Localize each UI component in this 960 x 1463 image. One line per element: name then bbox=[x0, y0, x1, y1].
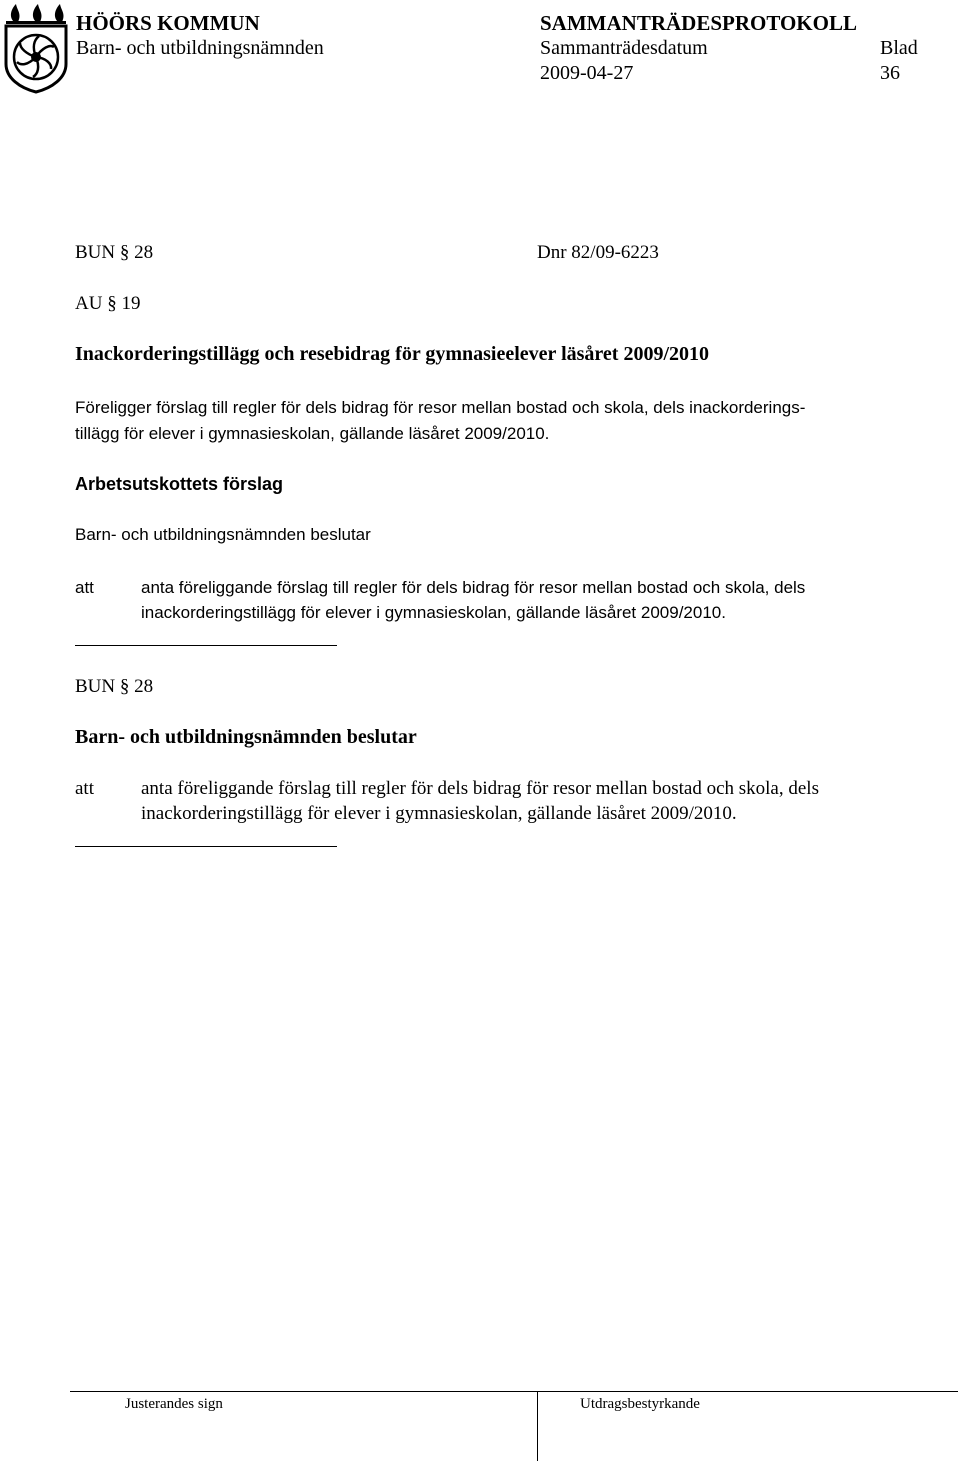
decision-section: BUN § 28 bbox=[75, 676, 154, 697]
document-type: SAMMANTRÄDESPROTOKOLL bbox=[540, 11, 857, 35]
page-label: Blad bbox=[880, 37, 918, 59]
page-number: 36 bbox=[880, 62, 900, 84]
au-section: AU § 19 bbox=[75, 293, 141, 314]
municipality-name: HÖÖRS KOMMUN bbox=[76, 11, 260, 35]
proposal-line-1: anta föreliggande förslag till regler för dels bidrag för resor mellan bostad och skola, dels bbox=[141, 578, 806, 597]
decision-line-2: inackorderingstillägg för elever i gymnasieskolan, gällande läsåret 2009/2010. bbox=[141, 803, 737, 824]
case-dnr: Dnr 82/09-6223 bbox=[537, 242, 659, 263]
decision-att: att bbox=[75, 778, 94, 799]
proposal-decides: Barn- och utbildningsnämnden beslutar bbox=[75, 525, 371, 544]
footer-rule bbox=[70, 1391, 958, 1392]
meeting-date-label: Sammanträdesdatum bbox=[540, 37, 708, 59]
municipality-logo bbox=[2, 2, 70, 94]
proposal-heading: Arbetsutskottets förslag bbox=[75, 474, 284, 494]
decision-heading: Barn- och utbildningsnämnden beslutar bbox=[75, 726, 417, 748]
section-divider bbox=[75, 645, 337, 646]
extract-certification-label: Utdragsbestyrkande bbox=[580, 1396, 700, 1412]
proposal-line-2: inackorderingstillägg för elever i gymnasieskolan, gällande läsåret 2009/2010. bbox=[141, 603, 726, 622]
board-name: Barn- och utbildningsnämnden bbox=[76, 37, 324, 59]
section-divider bbox=[75, 846, 337, 847]
case-title: Inackorderingstillägg och resebidrag för gymnasieelever läsåret 2009/2010 bbox=[75, 343, 710, 365]
justification-signature-label: Justerandes sign bbox=[125, 1396, 223, 1412]
case-section: BUN § 28 bbox=[75, 242, 154, 263]
meeting-date: 2009-04-27 bbox=[540, 62, 634, 84]
intro-line-2: tillägg för elever i gymnasieskolan, gällande läsåret 2009/2010. bbox=[75, 424, 550, 443]
decision-line-1: anta föreliggande förslag till regler för dels bidrag för resor mellan bostad och skola, dels bbox=[141, 778, 819, 799]
proposal-att: att bbox=[75, 578, 94, 597]
footer-divider bbox=[537, 1391, 538, 1461]
intro-line-1: Föreligger förslag till regler för dels bidrag för resor mellan bostad och skola, dels inackorderings- bbox=[75, 398, 806, 417]
